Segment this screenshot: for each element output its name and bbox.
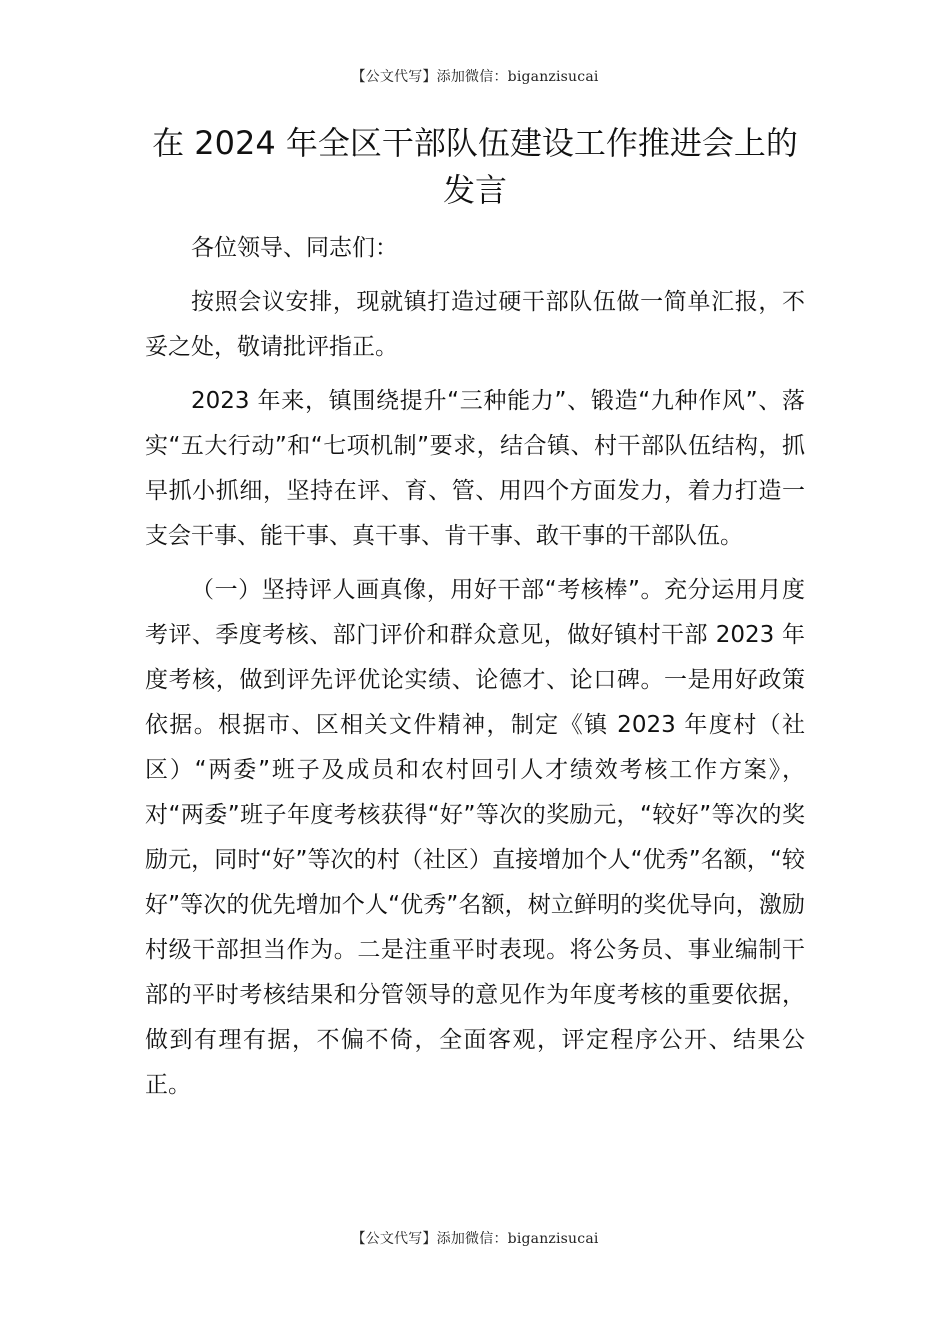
document-title: 在 2024 年全区干部队伍建设工作推进会上的发言 bbox=[152, 124, 798, 209]
paragraph-overview: 2023 年来，镇围绕提升“三种能力”、锻造“九种作风”、落实“五大行动”和“七项机制”要求，结合镇、村干部队伍结构，抓早抓小抓细，坚持在评、育、管、用四个方面发力，着力打造一支会干事、能干事、真干事、肯干事、敢干事的干部队伍。 bbox=[145, 388, 805, 549]
document-body bbox=[145, 226, 805, 1117]
paragraph-intro: 按照会议安排，现就镇打造过硬干部队伍做一简单汇报，不妥之处，敬请批评指正。 bbox=[145, 289, 805, 360]
paragraph-section-1: （一）坚持评人画真像，用好干部“考核棒”。充分运用月度考评、季度考核、部门评价和群众意见，做好镇村干部 2023 年度考核，做到评先评优论实绩、论德才、论口碑。一是用好政策依据。根据市、区相关文件精神，制定《镇 2023 年度村（社区）“两委”班子及成员和农村回引人才绩效考核工作方案》，对“两委”班子年度考核获得“好”等次的奖励元，“较好”等次的奖励元，同时“好”等次的村（社区）直接增加个人“优秀”名额，“较好”等次的优先增加个人“优秀”名额，树立鲜明的奖优导向，激励村级干部担当作为。二是注重平时表现。将公务员、事业编制干部的平时考核结果和分管领导的意见作为年度考核的重要依据，做到有理有据，不偏不倚，全面客观，评定程序公开、结果公正。 bbox=[145, 577, 805, 1098]
salutation: 各位领导、同志们： bbox=[191, 235, 398, 261]
page-footer: 【公文代写】添加微信：biganzisucai bbox=[351, 1231, 599, 1247]
page-header: 【公文代写】添加微信：biganzisucai bbox=[351, 69, 599, 85]
